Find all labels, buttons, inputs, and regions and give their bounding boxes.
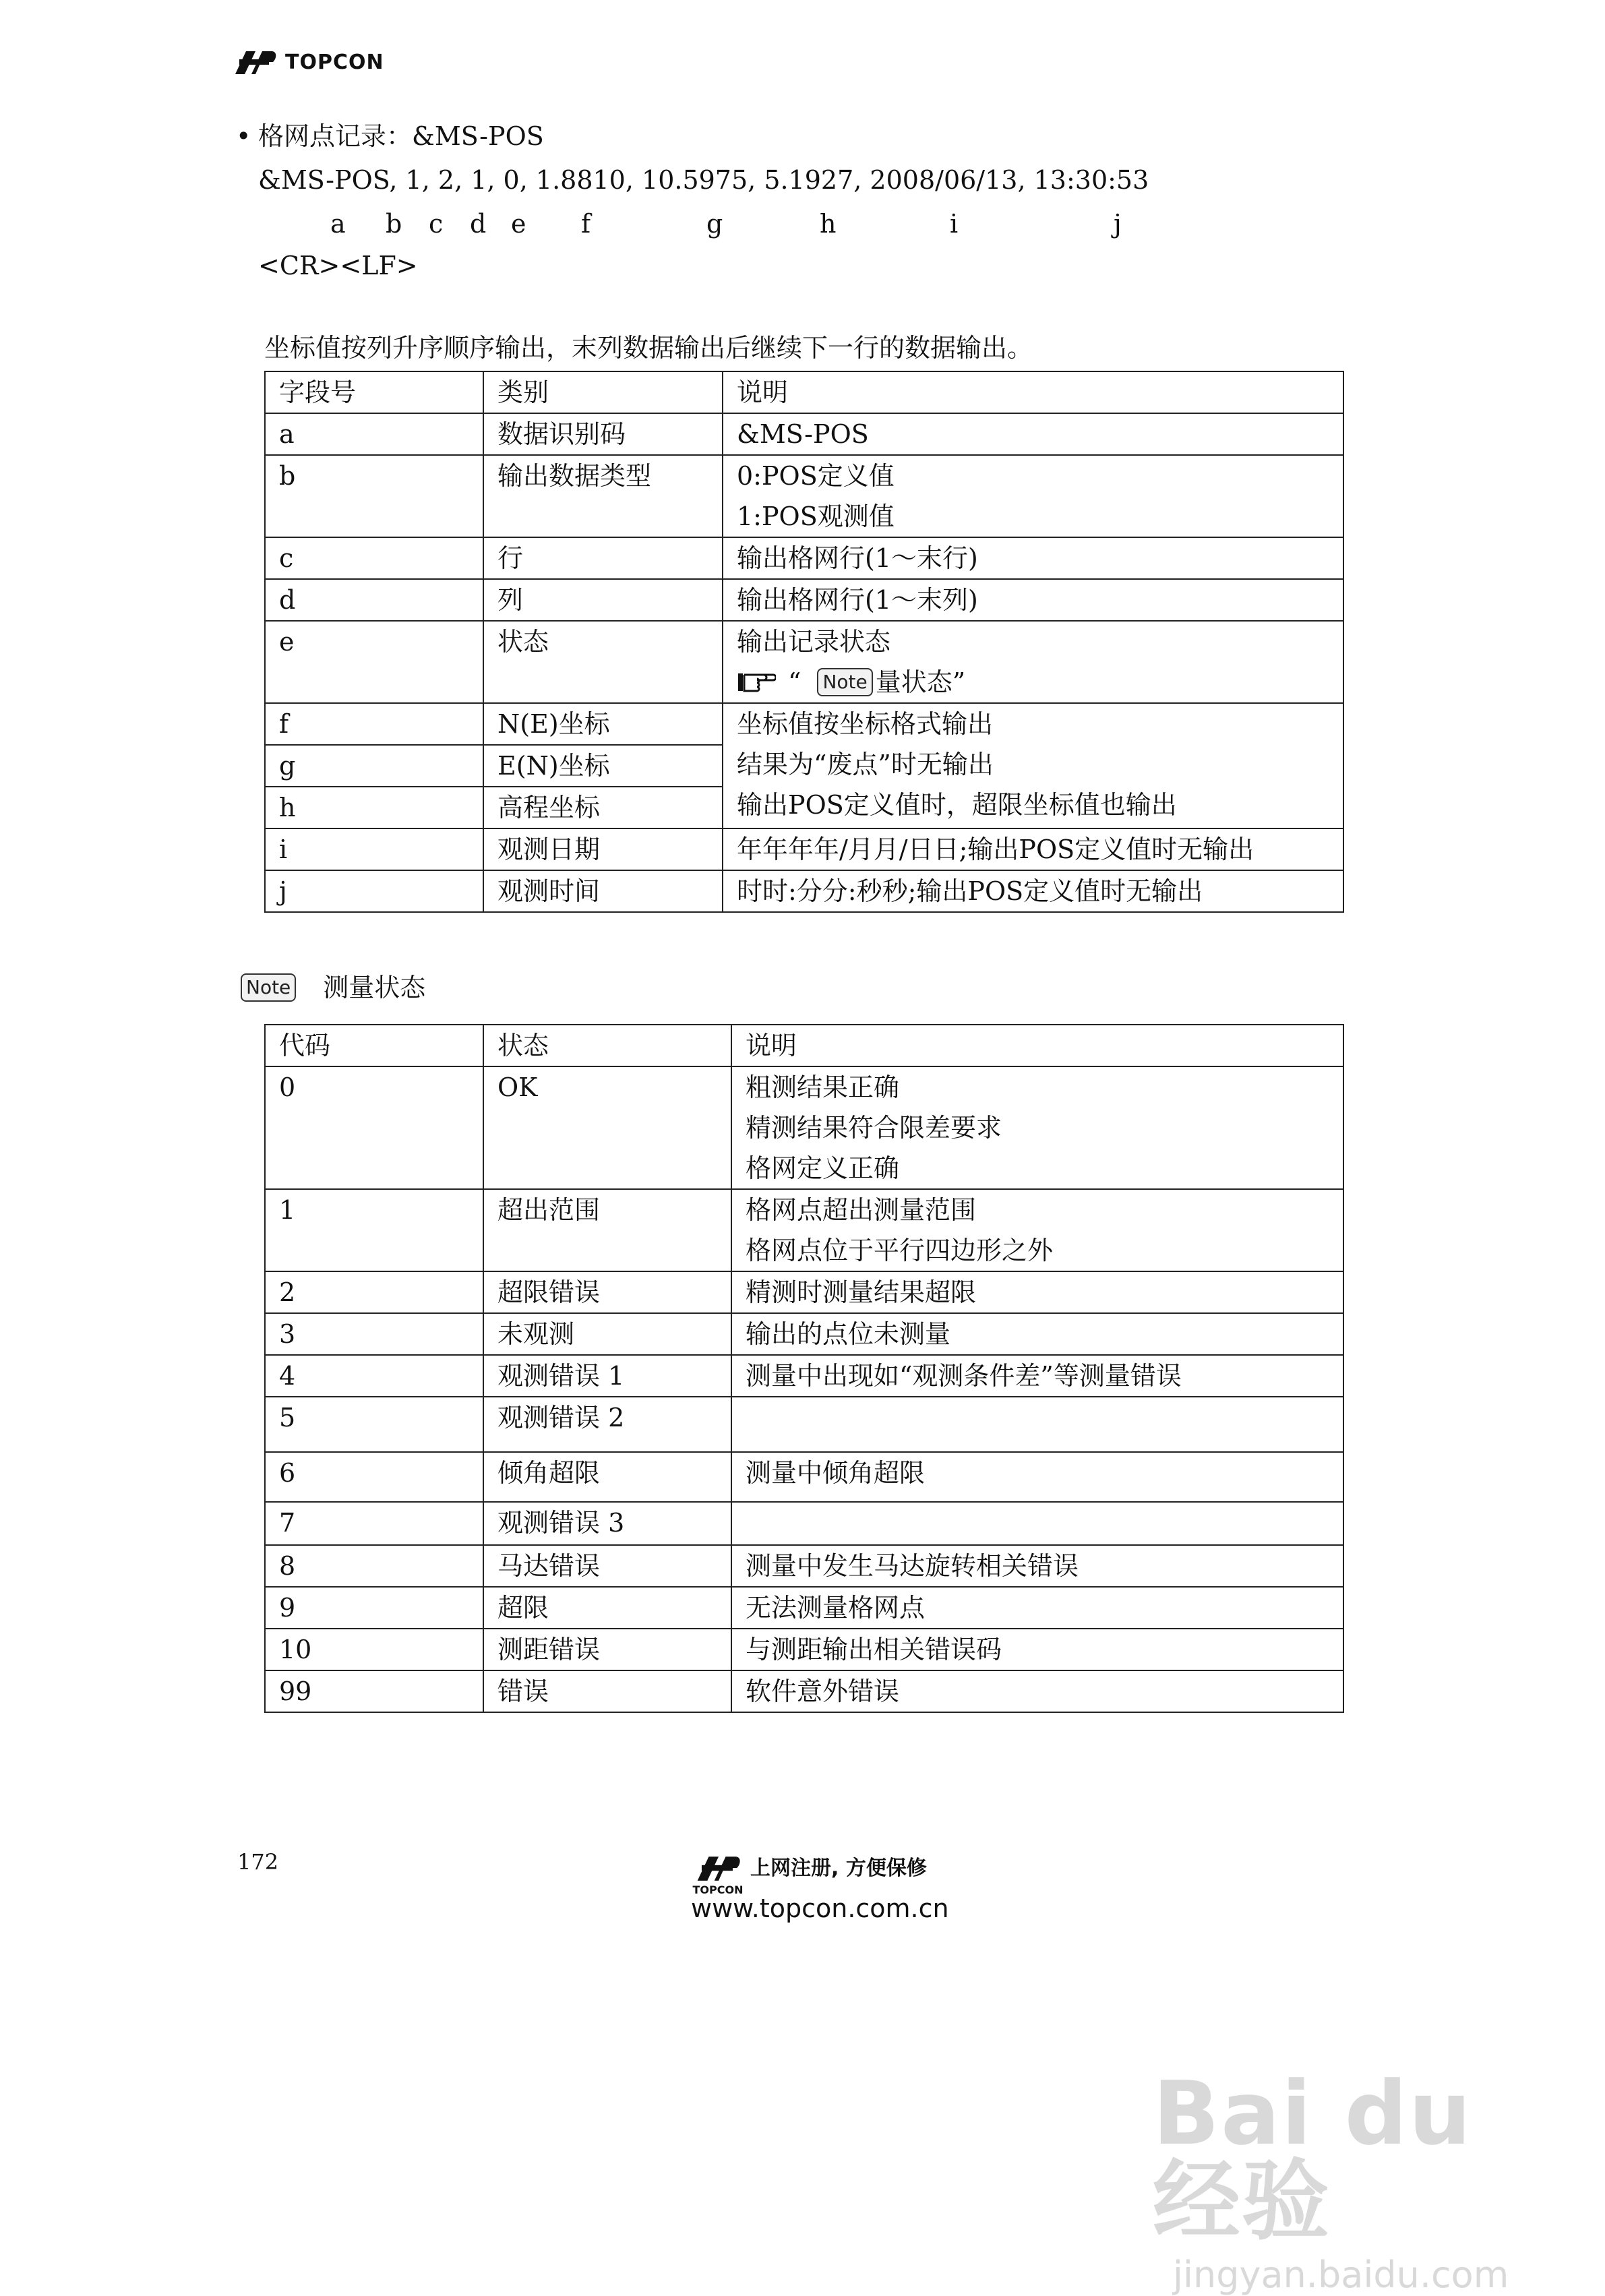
header-desc: 说明 xyxy=(731,1025,1343,1066)
cell-field: h xyxy=(265,787,483,828)
footer-logo xyxy=(691,1852,927,1896)
page-number: 172 xyxy=(237,1849,279,1875)
table-row xyxy=(265,1587,1343,1629)
baidu-watermark xyxy=(1153,2062,1530,2296)
record-description: 坐标值按列升序顺序输出，末列数据输出后继续下一行的数据输出。 xyxy=(264,333,1033,363)
table-row xyxy=(265,703,1343,745)
letter-a: a xyxy=(330,209,346,239)
cell-status: 超限 xyxy=(483,1587,731,1629)
cell-code: 10 xyxy=(265,1629,483,1670)
cell-status: 马达错误 xyxy=(483,1545,731,1587)
cell-code: 1 xyxy=(265,1189,483,1271)
cell-desc: 与测距输出相关错误码 xyxy=(731,1629,1343,1670)
cell-desc xyxy=(731,1397,1343,1452)
desc-line: 粗测结果正确 xyxy=(746,1073,900,1102)
cell-field: j xyxy=(265,870,483,912)
footer-url[interactable]: www.topcon.com.cn xyxy=(691,1894,949,1923)
pointing-hand-icon xyxy=(737,671,776,694)
desc-line: 0:POS定义值 xyxy=(737,461,895,491)
cell-status: 未观测 xyxy=(483,1313,731,1355)
cell-code: 5 xyxy=(265,1397,483,1452)
cell-desc xyxy=(723,455,1343,537)
cell-status: 观测错误 2 xyxy=(483,1397,731,1452)
cell-type: 观测日期 xyxy=(483,828,723,870)
cell-code: 8 xyxy=(265,1545,483,1587)
cell-field: b xyxy=(265,455,483,537)
field-table xyxy=(264,371,1344,913)
cell-status: 观测错误 3 xyxy=(483,1502,731,1545)
cell-status: 超出范围 xyxy=(483,1189,731,1271)
table-header-row xyxy=(265,371,1343,413)
cell-desc: 软件意外错误 xyxy=(731,1670,1343,1712)
record-terminator: <CR><LF> xyxy=(258,251,418,280)
cell-type: 输出数据类型 xyxy=(483,455,723,537)
header-code: 代码 xyxy=(265,1025,483,1066)
letter-d: d xyxy=(470,209,487,239)
desc-line: 精测结果符合限差要求 xyxy=(746,1113,1002,1143)
cell-status: 倾角超限 xyxy=(483,1452,731,1502)
cell-desc: 测量中发生马达旋转相关错误 xyxy=(731,1545,1343,1587)
note-icon: Note xyxy=(817,668,872,696)
record-example: &MS-POS, 1, 2, 1, 0, 1.8810, 10.5975, 5.1927, 2008/06/13, 13:30:53 xyxy=(258,165,1149,195)
cell-desc: 输出的点位未测量 xyxy=(731,1313,1343,1355)
table-row xyxy=(265,1397,1343,1452)
cell-code: 3 xyxy=(265,1313,483,1355)
cell-field: a xyxy=(265,413,483,455)
cell-status: OK xyxy=(483,1066,731,1189)
table-row xyxy=(265,579,1343,621)
bullet: • xyxy=(236,121,251,151)
letter-c: c xyxy=(429,209,444,239)
cell-field: d xyxy=(265,579,483,621)
table-row xyxy=(265,1452,1343,1502)
status-table xyxy=(264,1024,1344,1713)
desc-line: 格网定义正确 xyxy=(746,1153,900,1183)
cell-desc: 测量中倾角超限 xyxy=(731,1452,1343,1502)
cell-field: i xyxy=(265,828,483,870)
cell-code: 4 xyxy=(265,1355,483,1397)
header-field: 字段号 xyxy=(265,371,483,413)
cell-desc: 测量中出现如“观测条件差”等测量错误 xyxy=(731,1355,1343,1397)
brand-name: TOPCON xyxy=(285,50,384,74)
cell-code: 9 xyxy=(265,1587,483,1629)
note-heading xyxy=(241,973,425,1002)
header-desc: 说明 xyxy=(723,371,1343,413)
letter-e: e xyxy=(511,209,526,239)
table-row xyxy=(265,828,1343,870)
table-row xyxy=(265,455,1343,537)
desc-line: 输出记录状态 xyxy=(737,627,891,657)
cell-status: 错误 xyxy=(483,1670,731,1712)
cell-desc: 输出格网行(1～末行) xyxy=(723,537,1343,579)
cell-code: 99 xyxy=(265,1670,483,1712)
letter-b: b xyxy=(386,209,402,239)
cell-status: 观测错误 1 xyxy=(483,1355,731,1397)
desc-line: 输出POS定义值时，超限坐标值也输出 xyxy=(737,790,1177,820)
field-letters xyxy=(0,211,1605,241)
cell-type: 行 xyxy=(483,537,723,579)
table-row xyxy=(265,1189,1343,1271)
table-row xyxy=(265,1066,1343,1189)
table-row xyxy=(265,413,1343,455)
table-row xyxy=(265,1271,1343,1313)
cell-type: 高程坐标 xyxy=(483,787,723,828)
cell-desc-merged xyxy=(723,703,1343,828)
cell-status: 测距错误 xyxy=(483,1629,731,1670)
letter-h: h xyxy=(820,209,837,239)
record-title: 格网点记录：&MS-POS xyxy=(258,121,544,151)
topcon-logo xyxy=(231,42,384,82)
cell-desc: 输出格网行(1～末列) xyxy=(723,579,1343,621)
desc-line: 坐标值按坐标格式输出 xyxy=(737,709,994,739)
cell-desc xyxy=(731,1502,1343,1545)
desc-line: 格网点位于平行四边形之外 xyxy=(746,1236,1054,1265)
reference-link[interactable] xyxy=(737,662,1343,702)
table-row xyxy=(265,870,1343,912)
letter-f: f xyxy=(581,209,591,239)
desc-line: 格网点超出测量范围 xyxy=(746,1195,977,1225)
cell-field: c xyxy=(265,537,483,579)
table-row xyxy=(265,537,1343,579)
table-header-row xyxy=(265,1025,1343,1066)
cell-field: e xyxy=(265,621,483,703)
cell-code: 6 xyxy=(265,1452,483,1502)
cell-type: 列 xyxy=(483,579,723,621)
cell-type: E(N)坐标 xyxy=(483,745,723,787)
footer-brand-name: TOPCON xyxy=(692,1883,744,1896)
cell-status: 超限错误 xyxy=(483,1271,731,1313)
table-row xyxy=(265,1313,1343,1355)
cell-desc xyxy=(723,621,1343,703)
topcon-mark-icon xyxy=(691,1852,745,1883)
note-title: 测量状态 xyxy=(323,973,426,1002)
cell-code: 0 xyxy=(265,1066,483,1189)
cell-code: 2 xyxy=(265,1271,483,1313)
desc-line: 1:POS观测值 xyxy=(737,502,895,531)
cell-field: f xyxy=(265,703,483,745)
table-row xyxy=(265,1355,1343,1397)
desc-line: 结果为“废点”时无输出 xyxy=(737,750,994,779)
table-row xyxy=(265,1670,1343,1712)
table-row xyxy=(265,621,1343,703)
cell-desc: 年年年年/月月/日日;输出POS定义值时无输出 xyxy=(723,828,1343,870)
cell-desc: 精测时测量结果超限 xyxy=(731,1271,1343,1313)
cell-type: 观测时间 xyxy=(483,870,723,912)
footer-brand xyxy=(691,1852,745,1896)
cell-type: 数据识别码 xyxy=(483,413,723,455)
cell-field: g xyxy=(265,745,483,787)
header-status: 状态 xyxy=(483,1025,731,1066)
watermark-sub: jingyan.baidu.com xyxy=(1173,2254,1509,2296)
footer-slogan: 上网注册, 方便保修 xyxy=(750,1856,927,1880)
cell-desc: 时时:分分:秒秒;输出POS定义值时无输出 xyxy=(723,870,1343,912)
ref-quote-open: “ xyxy=(788,667,801,697)
topcon-mark-icon xyxy=(231,47,278,77)
cell-desc xyxy=(731,1066,1343,1189)
watermark-main: Bai du 经验 xyxy=(1153,2062,1473,2252)
ref-text: 量状态” xyxy=(875,667,966,697)
table-row xyxy=(265,1545,1343,1587)
cell-desc: 无法测量格网点 xyxy=(731,1587,1343,1629)
letter-j: j xyxy=(1114,209,1122,239)
cell-desc xyxy=(731,1189,1343,1271)
table-row xyxy=(265,1502,1343,1545)
cell-type: N(E)坐标 xyxy=(483,703,723,745)
cell-type: 状态 xyxy=(483,621,723,703)
table-row xyxy=(265,1629,1343,1670)
cell-code: 7 xyxy=(265,1502,483,1545)
header-type: 类别 xyxy=(483,371,723,413)
note-icon: Note xyxy=(241,973,296,1002)
letter-g: g xyxy=(706,209,723,239)
letter-i: i xyxy=(950,209,959,239)
cell-desc: &MS-POS xyxy=(723,413,1343,455)
